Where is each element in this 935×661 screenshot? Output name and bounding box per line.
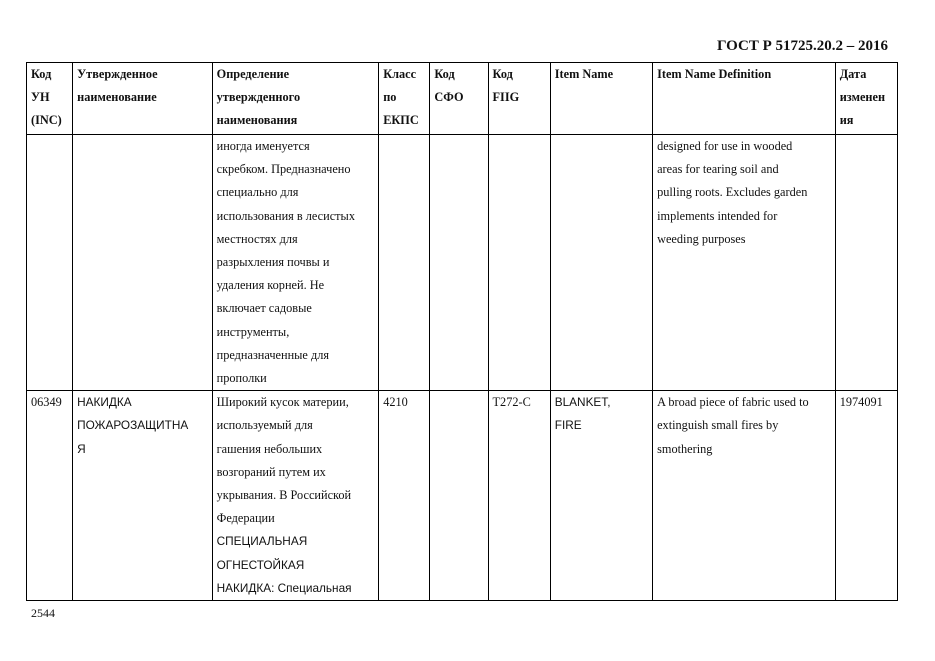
cell-change-date: 1974091 — [835, 391, 897, 601]
cell-change-date — [835, 135, 897, 391]
cell-code-fiig — [488, 135, 550, 391]
table-header-row — [27, 63, 898, 135]
cell-code-fiig: T272-C — [488, 391, 550, 601]
cell-definition-ru: Широкий кусок материи, используемый для гашения небольших возгораний путем их укрывания. В Российской Федерации СПЕЦИАЛЬНАЯ ОГНЕСТОЙКАЯ НАКИДКА: Специальная — [212, 391, 379, 601]
cell-class-ekps: 4210 — [379, 391, 430, 601]
page-number: 2544 — [31, 606, 55, 620]
header-class-ekps: Класс по ЕКПС — [379, 63, 430, 135]
header-item-name-definition: Item Name Definition — [653, 63, 836, 135]
cell-definition-en: A broad piece of fabric used to extinguish small fires by smothering — [653, 391, 836, 601]
header-inc: Код УН (INC) — [27, 63, 73, 135]
cell-code-sfo — [430, 135, 488, 391]
table-row-06349 — [27, 391, 898, 601]
header-definition-ru: Определение утвержденного наименования — [212, 63, 379, 135]
cell-inc — [27, 135, 73, 391]
header-code-sfo: Код СФО — [430, 63, 488, 135]
cell-class-ekps — [379, 135, 430, 391]
cell-code-sfo — [430, 391, 488, 601]
header-approved-name: Утвержденное наименование — [73, 63, 212, 135]
cell-inc: 06349 — [27, 391, 73, 601]
cell-approved-name: НАКИДКА ПОЖАРОЗАЩИТНА Я — [73, 391, 212, 601]
cell-item-name: BLANKET, FIRE — [550, 391, 652, 601]
cell-approved-name — [73, 135, 212, 391]
header-change-date: Дата изменен ия — [835, 63, 897, 135]
cell-definition-ru: иногда именуется скребком. Предназначено специально для использования в лесистых местностях для разрыхления почвы и удаления корней. Не включает садовые инструменты, предназначенные для прополки — [212, 135, 379, 391]
cell-definition-en: designed for use in wooded areas for tearing soil and pulling roots. Excludes garden implements intended for weeding purposes — [653, 135, 836, 391]
header-item-name: Item Name — [550, 63, 652, 135]
document-id: ГОСТ Р 51725.20.2 – 2016 — [716, 38, 888, 54]
catalog-table — [26, 62, 898, 601]
header-code-fiig: Код FIIG — [488, 63, 550, 135]
cell-item-name — [550, 135, 652, 391]
table-row-continued — [27, 135, 898, 391]
